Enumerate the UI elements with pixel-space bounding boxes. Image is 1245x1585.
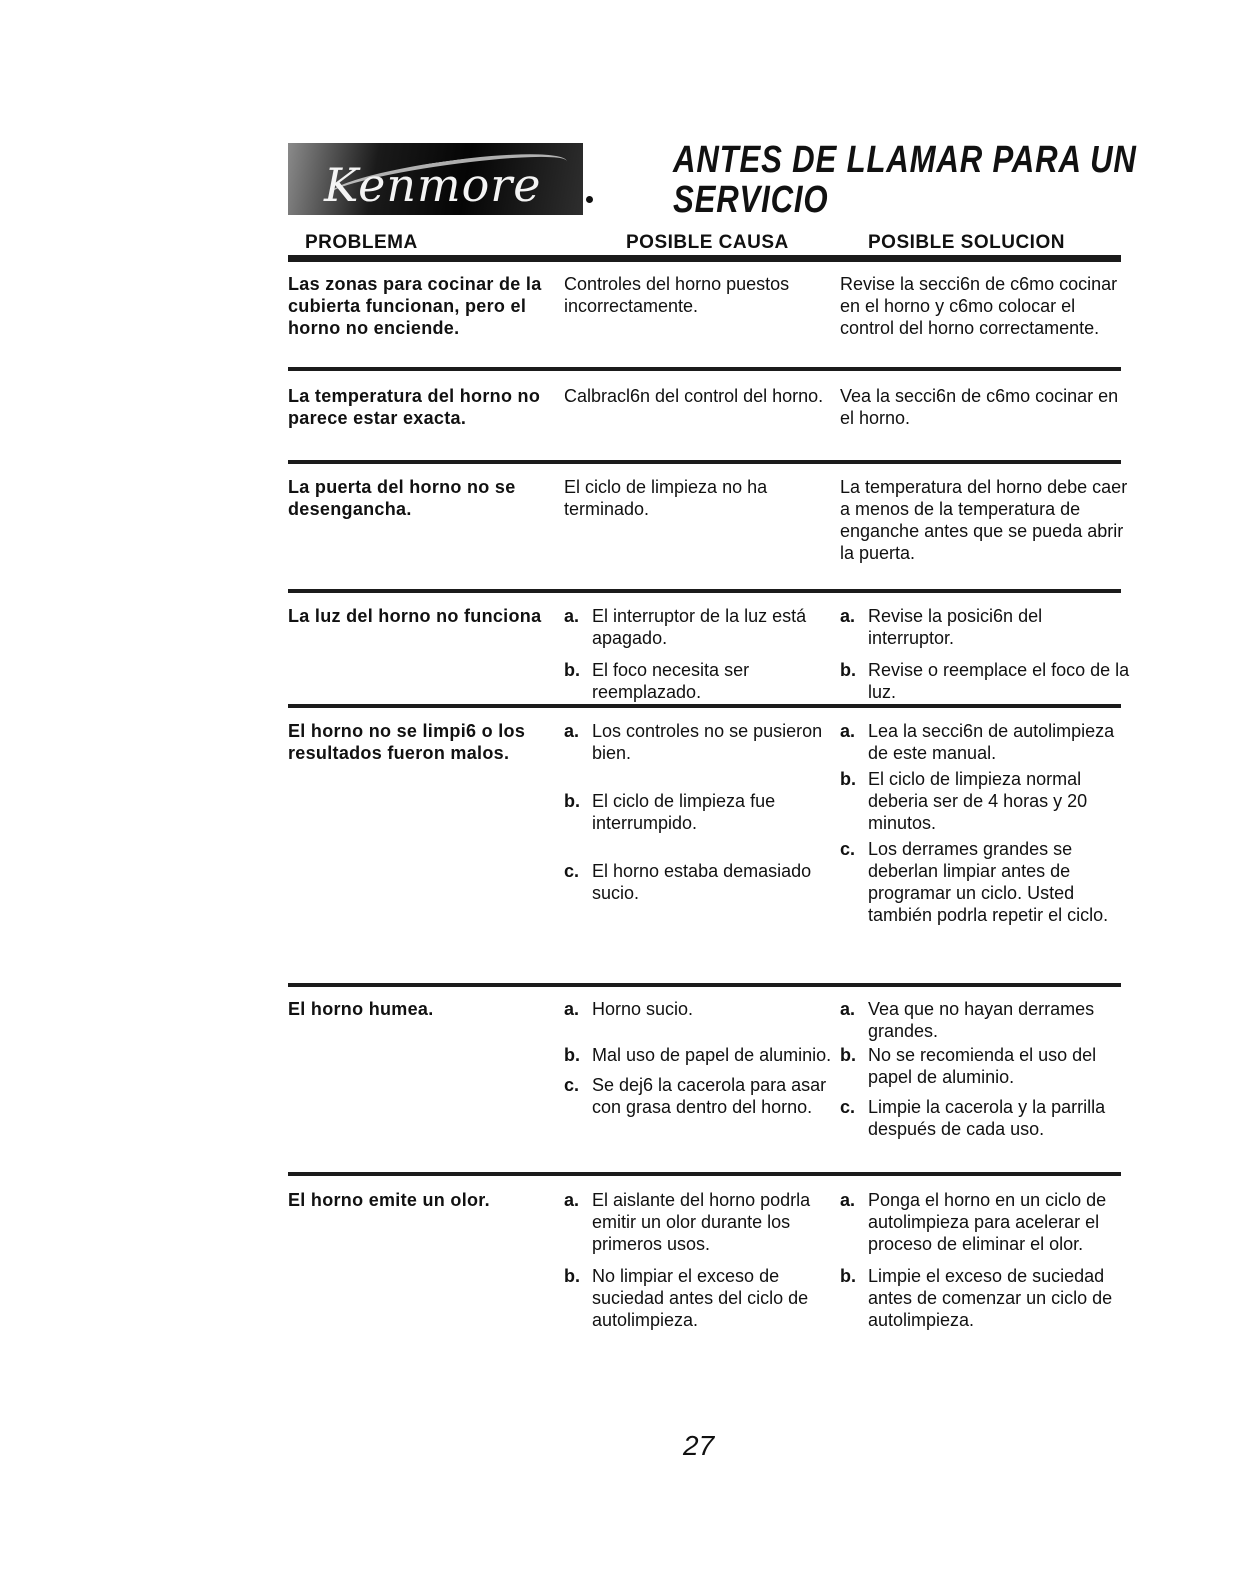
solution-item [840,998,1130,1042]
solution-cell [840,1189,1130,1331]
cause-item [564,659,834,703]
logo-wordmark: Kenmore [324,158,542,212]
item-text: Lea la secci6n de autolimpieza de este manual. [868,721,1115,763]
item-text: Los derrames grandes se deberlan limpiar antes de programar un ciclo. Usted también podrla repetir el ciclo. [868,839,1109,925]
item-text: Mal uso de papel de aluminio. [592,1045,832,1065]
solution-item [840,720,1130,764]
solution-cell [840,720,1130,926]
item-text: Vea que no hayan derrames grandes. [868,999,1095,1041]
item-marker: b. [564,1045,580,1065]
problem-cell: El horno emite un olor. [288,1190,490,1210]
cause-cell: El ciclo de limpieza no ha terminado. [564,477,768,519]
header-divider [288,255,1121,262]
row-divider [288,1172,1121,1176]
problem-cell: El horno no se limpi6 o los resultados fueron malos. [288,721,526,763]
item-text: Ponga el horno en un ciclo de autolimpieza para acelerar el proceso de eliminar el olor. [868,1190,1107,1254]
item-marker: c. [840,1097,856,1117]
kenmore-logo [288,143,583,215]
cause-item [564,860,834,904]
row-divider [288,704,1121,708]
item-text: Revise la posici6n del interruptor. [868,606,1043,648]
cause-cell: Calbracl6n del control del horno. [564,386,824,406]
solution-cell: Vea la secci6n de c6mo cocinar en el horno. [840,386,1119,428]
cause-item [564,998,834,1020]
page-title-line1: ANTES DE LLAMAR PARA UN [673,139,1137,181]
item-text: Los controles no se pusieron bien. [592,721,823,763]
column-header-cause: POSIBLE CAUSA [626,232,789,253]
cause-cell [564,1189,834,1331]
cause-item [564,790,834,834]
cause-cell [564,998,834,1118]
item-text: El interruptor de la luz está apagado. [592,606,807,648]
item-marker: a. [840,721,856,741]
problem-cell: El horno humea. [288,999,434,1019]
item-marker: b. [564,660,580,680]
item-text: El ciclo de limpieza fue interrumpido. [592,791,776,833]
item-text: El aislante del horno podrla emitir un olor durante los primeros usos. [592,1190,811,1254]
page-title [673,139,1137,221]
cause-item [564,1189,834,1255]
item-marker: c. [564,1075,580,1095]
logo-registered-dot [586,196,593,203]
item-marker: a. [840,1190,856,1210]
item-marker: c. [840,839,856,859]
item-text: Limpie el exceso de suciedad antes de comenzar un ciclo de autolimpieza. [868,1266,1113,1330]
solution-cell [840,605,1130,703]
problem-cell: La temperatura del horno no parece estar exacta. [288,386,541,428]
row-divider [288,983,1121,987]
item-marker: c. [564,861,580,881]
solution-item [840,1044,1130,1088]
item-marker: b. [840,1045,856,1065]
problem-cell: La luz del horno no funciona [288,606,542,626]
item-marker: a. [564,1190,580,1210]
cause-item [564,1044,834,1066]
item-text: No se recomienda el uso del papel de aluminio. [868,1045,1097,1087]
problem-cell: La puerta del horno no se desengancha. [288,477,516,519]
item-marker: b. [564,1266,580,1286]
cause-cell [564,605,834,703]
solution-cell: La temperatura del horno debe caer a menos de la temperatura de enganche antes que se pueda abrir la puerta. [840,477,1128,563]
solution-cell: Revise la secci6n de c6mo cocinar en el horno y c6mo colocar el control del horno correctamente. [840,274,1118,338]
solution-item [840,1189,1130,1255]
item-text: Limpie la cacerola y la parrilla después de cada uso. [868,1097,1106,1139]
item-text: Revise o reemplace el foco de la luz. [868,660,1130,702]
item-marker: a. [564,606,580,626]
solution-item [840,838,1130,926]
problem-cell: Las zonas para cocinar de la cubierta funcionan, pero el horno no enciende. [288,274,542,338]
solution-item [840,659,1130,703]
row-divider [288,367,1121,371]
row-divider [288,460,1121,464]
item-marker: b. [840,769,856,789]
row-divider [288,589,1121,593]
cause-item [564,1265,834,1331]
item-text: Horno sucio. [592,999,694,1019]
item-marker: b. [840,660,856,680]
cause-item [564,605,834,649]
item-text: El horno estaba demasiado sucio. [592,861,812,903]
item-text: El ciclo de limpieza normal deberia ser de 4 horas y 20 minutos. [868,769,1088,833]
cause-cell: Controles del horno puestos incorrectamente. [564,274,790,316]
solution-item [840,768,1130,834]
column-header-problem: PROBLEMA [305,232,418,253]
column-header-solution: POSIBLE SOLUCION [868,232,1065,253]
solution-item [840,1096,1130,1140]
solution-cell [840,998,1130,1140]
item-text: No limpiar el exceso de suciedad antes del ciclo de autolimpieza. [592,1266,809,1330]
item-text: El foco necesita ser reemplazado. [592,660,750,702]
item-marker: a. [564,999,580,1019]
item-marker: b. [564,791,580,811]
page-number: 27 [683,1430,715,1461]
item-marker: a. [564,721,580,741]
cause-item [564,720,834,764]
cause-cell [564,720,834,904]
item-marker: a. [840,606,856,626]
page-title-line2: SERVICIO [673,179,829,221]
cause-item [564,1074,834,1118]
item-text: Se dej6 la cacerola para asar con grasa dentro del horno. [592,1075,827,1117]
item-marker: b. [840,1266,856,1286]
solution-item [840,1265,1130,1331]
item-marker: a. [840,999,856,1019]
solution-item [840,605,1130,649]
